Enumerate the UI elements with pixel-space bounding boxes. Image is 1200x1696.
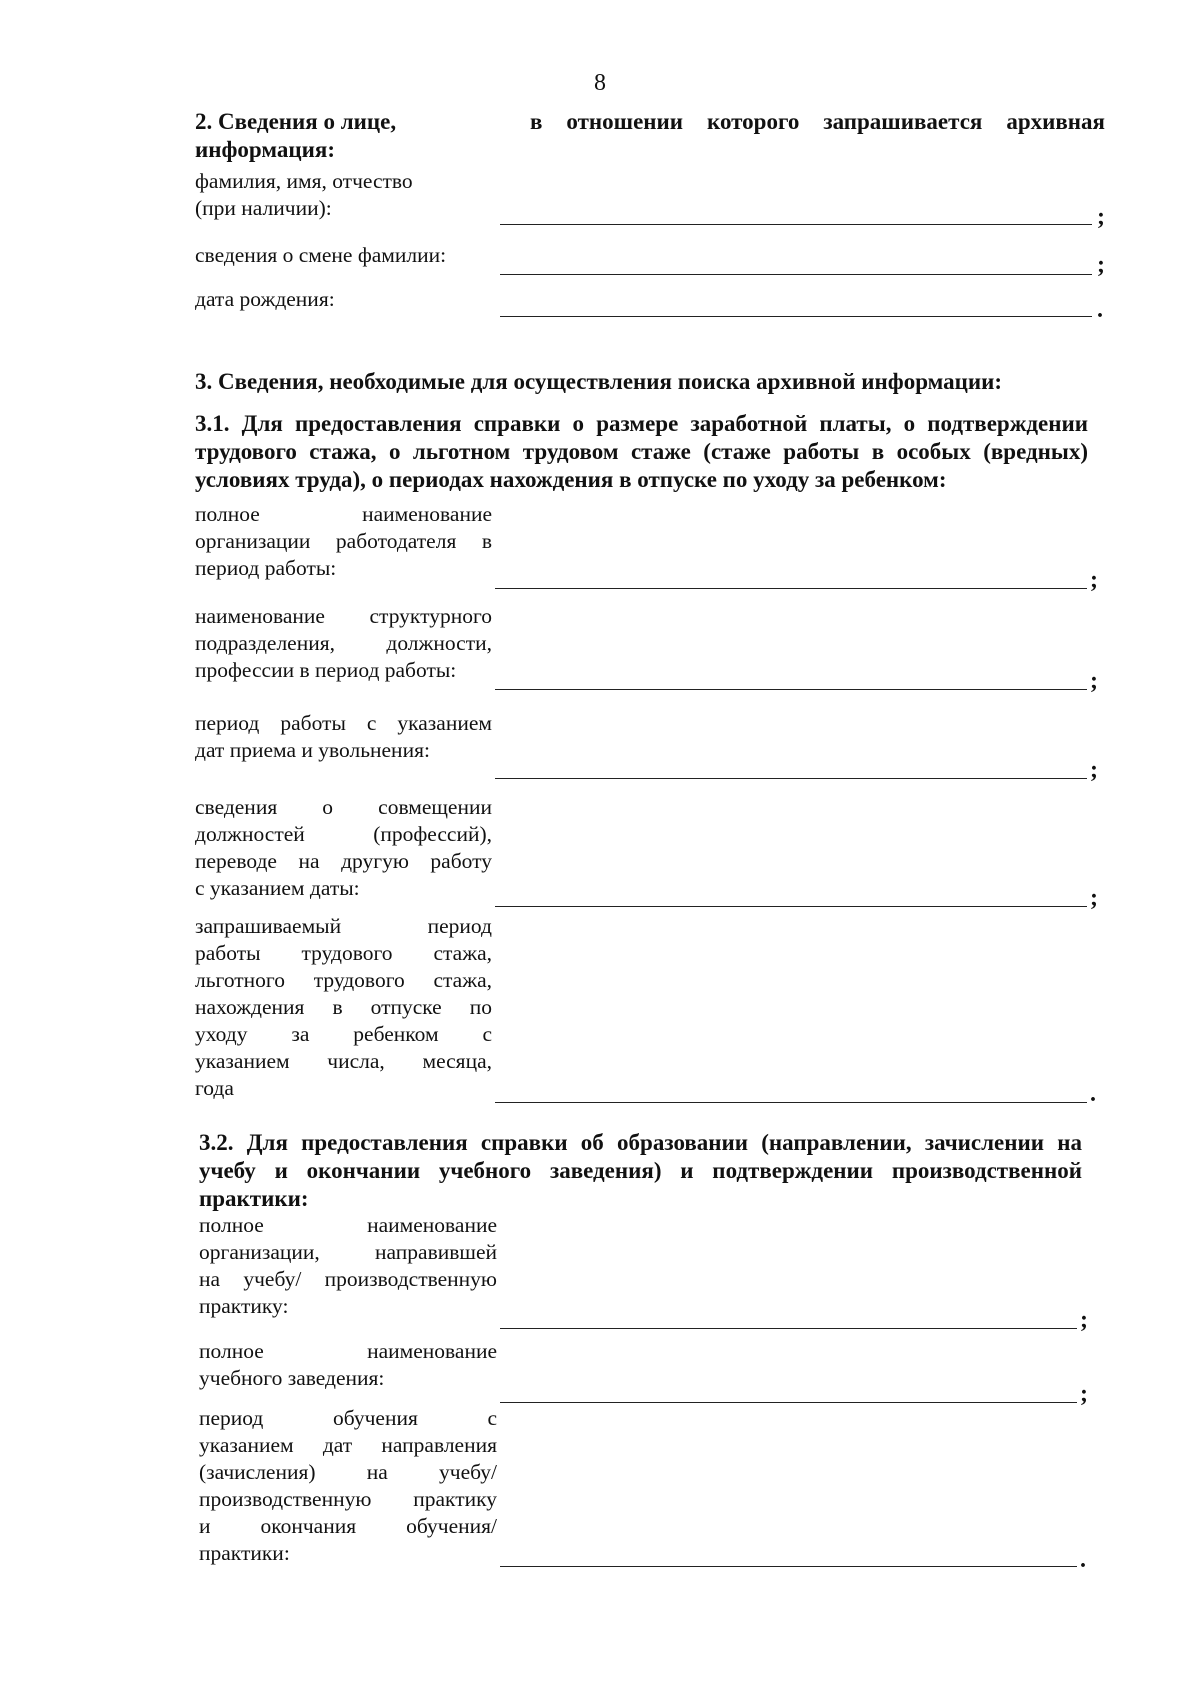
field-institution-line[interactable] (500, 1402, 1077, 1403)
sub31-heading: 3.1. Для предоставления справки о размере заработной платы, о подтверждении трудового стажа, о льготном трудовом стаже (стаже работы в особых (вредных) условиях труда), о периодах нахождения в отпуске по уходу за ребенком: (195, 411, 1088, 492)
field-full-name-label: фамилия, имя, отчество (при наличии): (195, 169, 413, 220)
field-name-change-end: ; (1097, 252, 1105, 278)
field-requested-period-end: . (1090, 1081, 1096, 1107)
field-combination-label: сведения о совмещении должностей (профессий), переводе на другую работу с указанием даты: (195, 795, 492, 900)
field-department-end: ; (1090, 668, 1098, 694)
section2-heading-part1: 2. Сведения о лице, (195, 109, 397, 134)
section2-heading-line2: информация: (195, 137, 335, 162)
field-sending-org-label: полное наименование организации, направившей на учебу/ производственную практику: (199, 1213, 497, 1318)
field-combination-end: ; (1090, 885, 1098, 911)
field-birth-date-line[interactable] (500, 316, 1092, 317)
field-birth-date-end: . (1097, 297, 1103, 323)
field-birth-date-label: дата рождения: (195, 287, 335, 311)
field-full-name-line[interactable] (500, 224, 1092, 225)
section2-heading (195, 108, 1105, 164)
field-institution-end: ; (1080, 1381, 1088, 1407)
field-department-label: наименование структурного подразделения, должности, профессии в период работы: (195, 604, 492, 682)
field-requested-period-label: запрашиваемый период работы трудового стажа, льготного трудового стажа, нахождения в отпуске по уходу за ребенком с указанием числа, месяца, года (195, 914, 492, 1100)
page-number: 8 (594, 70, 606, 96)
field-employer-label: полное наименование организации работодателя в период работы: (195, 502, 492, 580)
section3-heading: 3. Сведения, необходимые для осуществления поиска архивной информации: (195, 369, 1003, 394)
field-requested-period-line[interactable] (495, 1102, 1087, 1103)
field-work-period-line[interactable] (495, 778, 1087, 779)
field-employer-end: ; (1090, 567, 1098, 593)
field-full-name-end: ; (1097, 204, 1105, 230)
field-study-period-line[interactable] (500, 1566, 1077, 1567)
field-work-period-label: период работы с указанием дат приема и увольнения: (195, 711, 492, 762)
field-sending-org-end: ; (1080, 1307, 1088, 1333)
field-combination-line[interactable] (495, 906, 1087, 907)
section2-heading-part2: в отношении которого запрашивается архивная (530, 109, 1105, 134)
field-name-change-label: сведения о смене фамилии: (195, 243, 447, 267)
field-name-change-line[interactable] (500, 274, 1092, 275)
field-sending-org-line[interactable] (500, 1328, 1077, 1329)
field-department-line[interactable] (495, 689, 1087, 690)
field-employer-line[interactable] (495, 588, 1087, 589)
sub32-heading: 3.2. Для предоставления справки об образовании (направлении, зачислении на учебу и окончании учебного заведения) и подтверждении производственной практики: (199, 1130, 1082, 1211)
field-institution-label: полное наименование учебного заведения: (199, 1339, 497, 1390)
field-study-period-label: период обучения с указанием дат направления (зачисления) на учебу/ производственную практику и окончания обучения/ практики: (199, 1406, 497, 1565)
field-work-period-end: ; (1090, 757, 1098, 783)
field-study-period-end: . (1080, 1547, 1086, 1573)
